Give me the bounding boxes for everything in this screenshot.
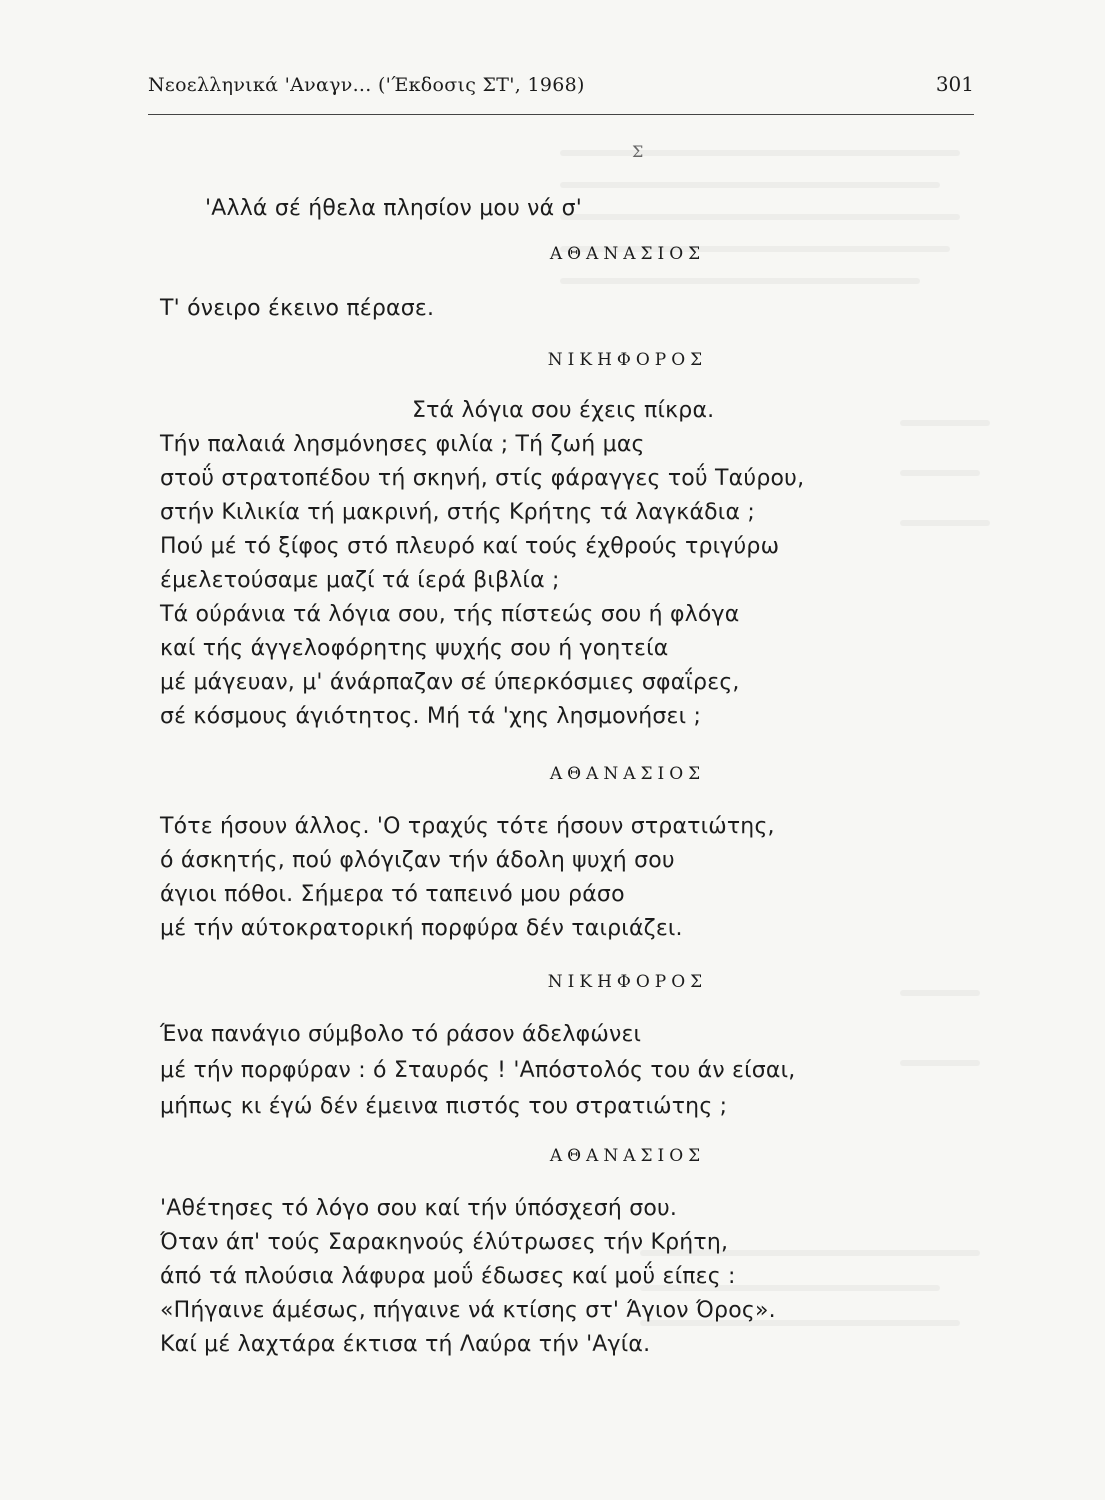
verse-line: σέ κόσμους άγιότητος. Μή τά 'χης λησμονήσει ; <box>160 704 702 729</box>
speaker-heading: ΝΙΚΗΦΟΡΟΣ <box>547 972 708 992</box>
verse-line: έμελετούσαμε μαζί τά ίερά βιβλία ; <box>160 568 560 593</box>
verse-line: μέ τήν αύτοκρατορική πορφύρα δέν ταιριάζει. <box>160 916 683 941</box>
verse-line: στοΰ στρατοπέδου τή σκηνή, στίς φάραγγες τοΰ Ταύρου, <box>160 466 805 491</box>
verse-line: 'Αλλά σέ ήθελα πλησίον μου νά σ' <box>205 196 582 221</box>
verse-line: Τότε ήσουν άλλος. 'Ο τραχύς τότε ήσουν στρατιώτης, <box>160 814 775 839</box>
verse-line: ό άσκητής, πού φλόγιζαν τήν άδολη ψυχή σου <box>160 848 675 873</box>
verse-line: Πού μέ τό ξίφος στό πλευρό καί τούς έχθρούς τριγύρω <box>160 534 780 559</box>
verse-line: άγιοι πόθοι. Σήμερα τό ταπεινό μου ράσο <box>160 882 625 907</box>
verse-line: άπό τά πλούσια λάφυρα μοΰ έδωσες καί μοΰ είπες : <box>160 1264 736 1289</box>
verse-line: Τά ούράνια τά λόγια σου, τής πίστεώς σου ή φλόγα <box>160 602 740 627</box>
verse-line: «Πήγαινε άμέσως, πήγαινε νά κτίσης στ' Άγιον Όρος». <box>160 1298 776 1323</box>
speaker-heading: ΑΘΑΝΑΣΙΟΣ <box>549 764 706 784</box>
top-fragment: Σ <box>632 142 644 161</box>
verse-line: Τήν παλαιά λησμόνησες φιλία ; Τή ζωή μας <box>160 432 645 457</box>
verse-line: Όταν άπ' τούς Σαρακηνούς έλύτρωσες τήν Κρήτη, <box>160 1230 729 1255</box>
speaker-heading: ΑΘΑΝΑΣΙΟΣ <box>549 244 706 264</box>
verse-line: Στά λόγια σου έχεις πίκρα. <box>412 398 715 423</box>
verse-line: μήπως κι έγώ δέν έμεινα πιστός του στρατιώτης ; <box>160 1094 728 1119</box>
running-header <box>148 66 974 106</box>
verse-line: Ένα πανάγιο σύμβολο τό ράσον άδελφώνει <box>160 1022 642 1047</box>
verse-line: 'Αθέτησες τό λόγο σου καί τήν ύπόσχεσή σου. <box>160 1196 678 1221</box>
verse-line: στήν Κιλικία τή μακρινή, στής Κρήτης τά λαγκάδια ; <box>160 500 755 525</box>
running-title: Νεοελληνικά 'Αναγν... ('Έκδοσις ΣΤ', 1968) <box>148 74 585 96</box>
verse-line: καί τής άγγελοφόρητης ψυχής σου ή γοητεία <box>160 636 669 661</box>
verse-line: μέ μάγευαν, μ' άνάρπαζαν σέ ύπερκόσμιες σφαΐρες, <box>160 670 740 695</box>
header-rule <box>148 114 974 115</box>
verse-line: μέ τήν πορφύραν : ό Σταυρός ! 'Απόστολός του άν είσαι, <box>160 1058 796 1083</box>
speaker-heading: ΑΘΑΝΑΣΙΟΣ <box>549 1146 706 1166</box>
verse-line: Καί μέ λαχτάρα έκτισα τή Λαύρα τήν 'Αγία. <box>160 1332 651 1357</box>
verse-line: Τ' όνειρο έκεινο πέρασε. <box>160 296 435 321</box>
speaker-heading: ΝΙΚΗΦΟΡΟΣ <box>547 350 708 370</box>
page-number: 301 <box>935 72 974 96</box>
